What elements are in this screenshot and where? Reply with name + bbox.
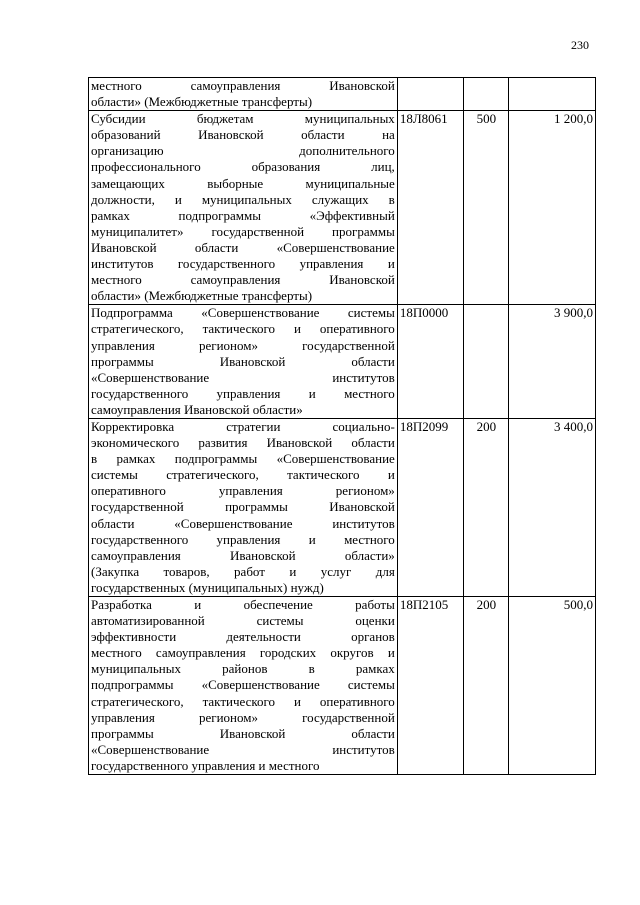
name-line: государственного управления и местного	[91, 757, 320, 773]
name-line: области» (Межбюджетные трансферты)	[91, 288, 313, 304]
name-line: замещающих выборные муниципальные	[91, 175, 395, 191]
row-name-cell	[89, 597, 398, 775]
name-line: государственных (муниципальных) нужд)	[91, 579, 324, 595]
name-line: государственного управления и местного	[91, 531, 395, 547]
row-type-cell	[464, 305, 509, 419]
table-row	[89, 305, 596, 419]
name-line: (Закупка товаров, работ и услуг для	[91, 563, 395, 579]
row-name-cell	[89, 111, 398, 305]
row-name-cell	[89, 78, 398, 111]
row-code-cell: 18П0000	[397, 305, 463, 419]
name-line: Разработка и обеспечение работы	[91, 597, 395, 612]
name-line: области «Совершенствование институтов	[91, 515, 395, 531]
name-line: в рамках подпрограммы «Совершенствование	[91, 451, 395, 467]
name-line: государственного управления и местного	[91, 385, 395, 401]
name-line: области» (Межбюджетные трансферты)	[91, 94, 313, 110]
name-line: организацию дополнительного	[91, 143, 395, 159]
name-line: самоуправления Ивановской области»	[91, 547, 395, 563]
name-line: местного самоуправления Ивановской	[91, 272, 395, 288]
budget-table-body	[89, 78, 596, 775]
name-line: подпрограммы «Совершенствование системы	[91, 677, 395, 693]
budget-table	[88, 77, 596, 775]
row-type-cell	[464, 78, 509, 111]
row-name-cell	[89, 305, 398, 419]
table-row	[89, 111, 596, 305]
name-line: стратегического, тактического и оперативного	[91, 693, 395, 709]
name-line: Корректировка стратегии социально-	[91, 418, 395, 434]
table-row	[89, 597, 596, 775]
name-line: муниципалитет» государственной программы	[91, 223, 395, 239]
row-type-cell: 500	[464, 111, 509, 305]
name-line: местного самоуправления Ивановской	[91, 78, 395, 93]
name-line: образований Ивановской области на	[91, 127, 395, 143]
name-line: Ивановской области «Совершенствование	[91, 239, 395, 255]
name-line: экономического развития Ивановской области	[91, 435, 395, 451]
name-line: системы стратегического, тактического и	[91, 467, 395, 483]
name-line: «Совершенствование институтов	[91, 369, 395, 385]
name-line: автоматизированной системы оценки	[91, 613, 395, 629]
row-sum-cell: 500,0	[509, 597, 596, 775]
row-sum-cell	[509, 78, 596, 111]
name-line: Субсидии бюджетам муниципальных	[91, 111, 395, 127]
name-line: программы Ивановской области	[91, 725, 395, 741]
row-name-cell	[89, 418, 398, 596]
name-line: «Совершенствование институтов	[91, 741, 395, 757]
name-line: управления регионом» государственной	[91, 337, 395, 353]
name-line: программы Ивановской области	[91, 353, 395, 369]
name-line: управления регионом» государственной	[91, 709, 395, 725]
name-line: государственной программы Ивановской	[91, 499, 395, 515]
row-code-cell: 18П2099	[397, 418, 463, 596]
name-line: рамках подпрограммы «Эффективный	[91, 207, 395, 223]
row-code-cell: 18Л8061	[397, 111, 463, 305]
name-line: местного самоуправления городских округов и	[91, 645, 395, 661]
row-code-cell	[397, 78, 463, 111]
name-line: самоуправления Ивановской области»	[91, 401, 303, 417]
row-code-cell: 18П2105	[397, 597, 463, 775]
name-line: Подпрограмма «Совершенствование системы	[91, 305, 395, 321]
name-line: муниципальных районов в рамках	[91, 661, 395, 677]
table-row	[89, 418, 596, 596]
page-number: 230	[571, 38, 589, 52]
name-line: оперативного управления регионом»	[91, 483, 395, 499]
name-line: профессионального образования лиц,	[91, 159, 395, 175]
row-type-cell: 200	[464, 597, 509, 775]
table-row	[89, 78, 596, 111]
row-type-cell: 200	[464, 418, 509, 596]
row-sum-cell: 3 900,0	[509, 305, 596, 419]
name-line: эффективности деятельности органов	[91, 629, 395, 645]
name-line: стратегического, тактического и оперативного	[91, 321, 395, 337]
row-sum-cell: 3 400,0	[509, 418, 596, 596]
name-line: институтов государственного управления и	[91, 256, 395, 272]
name-line: должности, и муниципальных служащих в	[91, 191, 395, 207]
row-sum-cell: 1 200,0	[509, 111, 596, 305]
